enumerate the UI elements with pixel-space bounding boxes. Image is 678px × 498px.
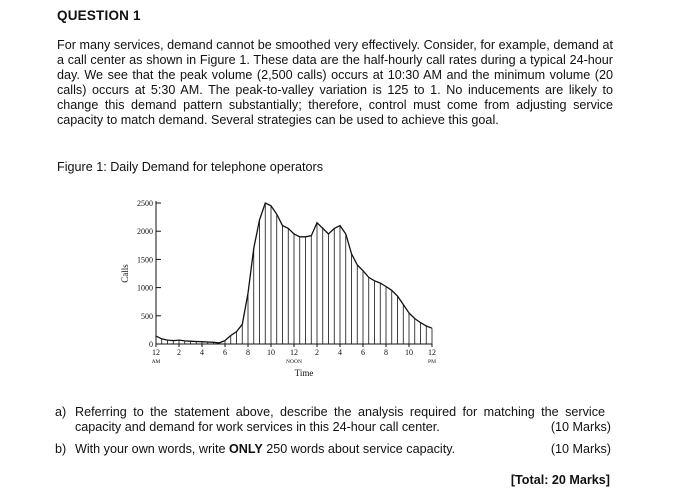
x-tick-label: 4 bbox=[338, 348, 342, 357]
x-tick-label: 8 bbox=[384, 348, 388, 357]
x-tick-sublabel: PM bbox=[428, 359, 436, 365]
question-a bbox=[55, 405, 611, 437]
x-tick-label: 10 bbox=[405, 348, 413, 357]
x-tick-label: 6 bbox=[223, 348, 227, 357]
question-b bbox=[55, 442, 611, 458]
question-a-text: Referring to the statement above, describe the analysis required for matching the service capacity and demand for work services in this 24-hour call center. bbox=[75, 405, 605, 434]
x-tick-label: 6 bbox=[361, 348, 365, 357]
question-a-marks: (10 Marks) bbox=[550, 420, 611, 434]
x-tick-label: 8 bbox=[246, 348, 250, 357]
total-marks: [Total: 20 Marks] bbox=[510, 473, 610, 487]
question-a-label: a) bbox=[55, 405, 67, 419]
figure-caption: Figure 1: Daily Demand for telephone operators bbox=[57, 160, 324, 174]
chart-layer bbox=[120, 199, 436, 378]
y-axis-label: Calls bbox=[120, 264, 130, 283]
question-b-text bbox=[75, 442, 605, 457]
x-tick-label: 4 bbox=[200, 348, 204, 357]
x-tick-label: 2 bbox=[177, 348, 181, 357]
y-tick-label: 1500 bbox=[137, 255, 153, 265]
question-b-text-after: 250 words about service capacity. bbox=[262, 442, 456, 456]
intro-paragraph: For many services, demand cannot be smoothed very effectively. Consider, for example, demand at a call center as shown in Figure 1. These data are the half-hourly call rates during a typical 24-hour day. We see that the peak volume (2,500 calls) occurs at 10:30 AM and the minimum volume (20 calls) occurs at 5:30 AM. The peak-to-valley variation is 125 to 1. No inducements are likely to change this demand pattern substantially; therefore, control must come from adjusting service capacity to match demand. Several strategies can be used to achieve this goal. bbox=[57, 38, 613, 127]
question-b-text-bold: ONLY bbox=[228, 442, 263, 456]
x-axis-label: Time bbox=[294, 368, 314, 378]
question-b-marks: (10 Marks) bbox=[550, 442, 611, 456]
x-tick-label: 12 bbox=[290, 348, 298, 357]
x-tick-label: 12 bbox=[428, 348, 436, 357]
question-b-label: b) bbox=[55, 442, 67, 456]
y-tick-label: 0 bbox=[149, 340, 153, 349]
x-tick-sublabel: AM bbox=[151, 359, 161, 365]
x-tick-label: 2 bbox=[315, 348, 319, 357]
y-tick-label: 1000 bbox=[137, 283, 153, 293]
y-tick-label: 2000 bbox=[137, 227, 153, 237]
y-tick-label: 500 bbox=[141, 311, 153, 321]
y-tick-label: 2500 bbox=[137, 199, 153, 208]
question-b-text-before: With your own words, write bbox=[75, 442, 229, 456]
question-heading: QUESTION 1 bbox=[57, 8, 141, 23]
x-tick-label: 10 bbox=[267, 348, 275, 357]
x-tick-label: 12 bbox=[152, 348, 160, 357]
demand-chart bbox=[100, 185, 460, 385]
x-tick-sublabel: NOON bbox=[286, 359, 302, 365]
